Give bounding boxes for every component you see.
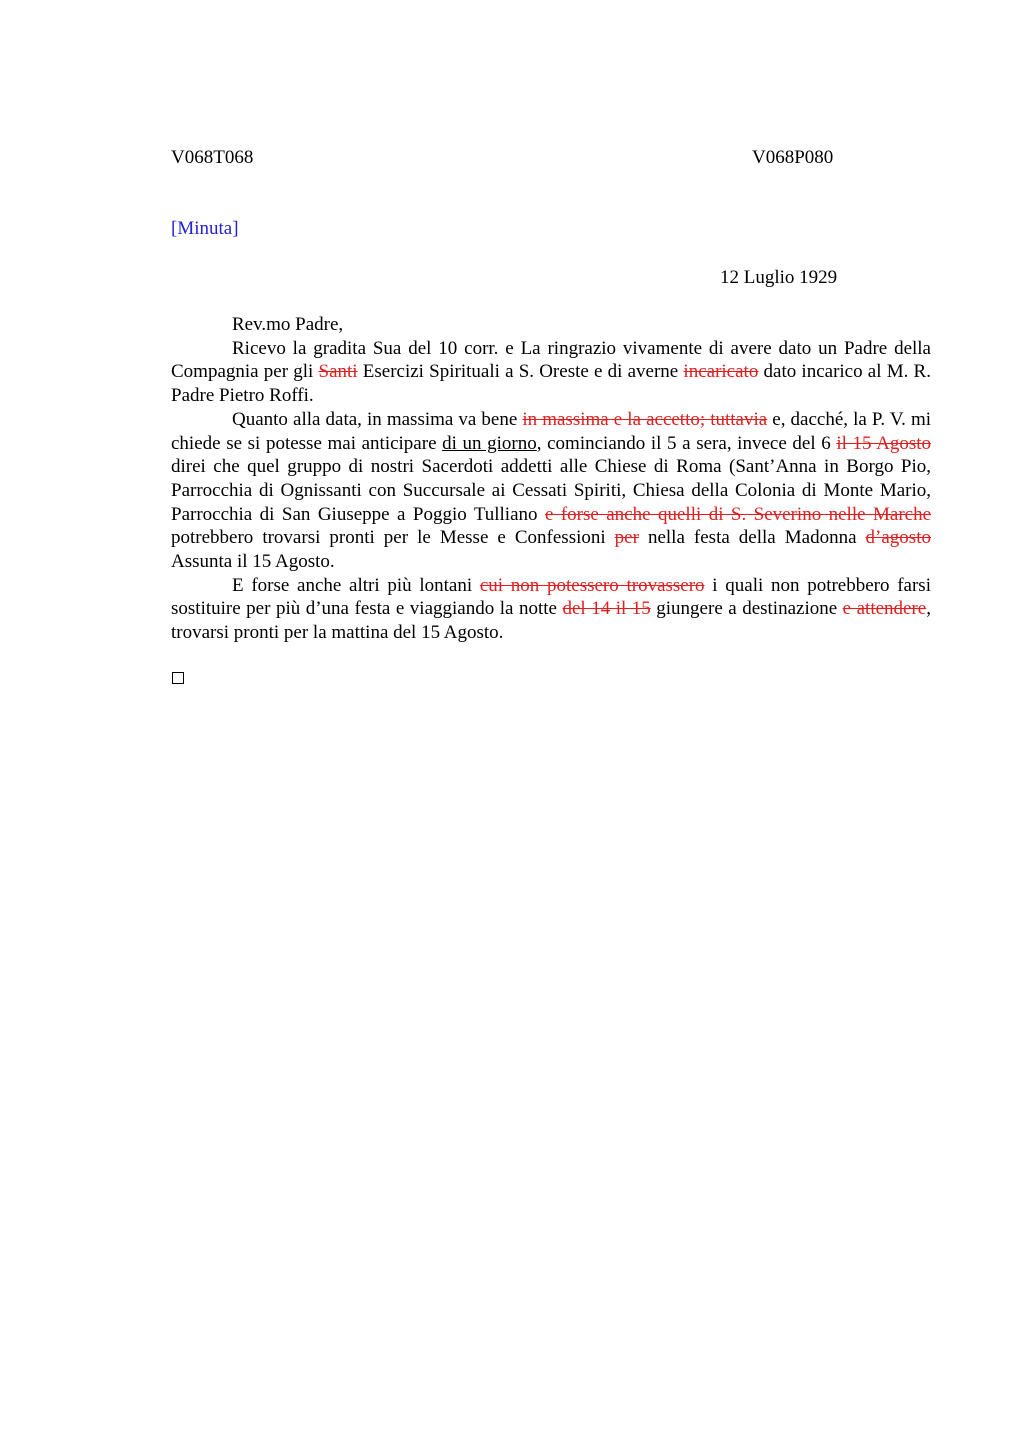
letter-body (171, 313, 931, 645)
text-run: , trovarsi pronti per la mattina del 15 Agosto. (171, 598, 931, 644)
checkbox-square-icon (172, 672, 184, 684)
text-run: direi che quel gruppo di nostri Sacerdoti addetti alle Chiese di Roma (Sant’Anna in Borgo Pio, Parrocchia di Ognissanti con Succursale ai Cessati Spiriti, Chiesa della Colonia di Monte Mario, Parrocchia di San Giuseppe a Poggio Tulliano (171, 456, 931, 525)
text-run: giungere a destinazione (650, 598, 843, 620)
text-run: Assunta il 15 Agosto. (171, 551, 335, 573)
deleted-text: il 15 Agosto (836, 432, 931, 454)
deleted-text: e forse anche quelli di S. Severino nelle Marche (544, 503, 932, 525)
text-run: e, dacché, la P. V. mi chiede se si potesse mai anticipare (171, 408, 932, 454)
text-run: potrebbero trovarsi pronti per le Messe e Confessioni (171, 527, 615, 549)
paragraph-2 (171, 408, 931, 574)
text-run: Esercizi Spirituali a S. Oreste e di averne (357, 361, 684, 383)
text-run: dato incarico al M. R. Padre Pietro Roffi. (171, 361, 931, 407)
deleted-text: Santi (318, 361, 358, 383)
text-run: Quanto alla data, in massima va bene (232, 408, 523, 430)
salutation: Rev.mo Padre, (232, 314, 344, 335)
paragraph-1 (171, 337, 931, 408)
deleted-text: per (614, 527, 639, 549)
deleted-text: del 14 il 15 (562, 598, 651, 620)
text-run: nella festa della Madonna (638, 527, 866, 549)
letter-date: 12 Luglio 1929 (720, 267, 838, 288)
archive-code-right: V068P080 (752, 147, 834, 168)
underlined-text: di un giorno (442, 432, 537, 454)
deleted-text: d’agosto (865, 527, 931, 549)
deleted-text: in massima e la accetto; tuttavia (522, 408, 768, 430)
deleted-text: incaricato (683, 361, 759, 383)
minuta-label: [Minuta] (171, 218, 239, 239)
archive-code-left: V068T068 (171, 147, 254, 168)
deleted-text: cui non potessero trovassero (479, 574, 705, 596)
text-run: Ricevo la gradita Sua del 10 corr. e La ringrazio vivamente di avere dato un Padre della Compagnia per gli (171, 337, 931, 383)
text-run: , cominciando il 5 a sera, invece del 6 (536, 432, 837, 454)
paragraph-3 (171, 574, 931, 645)
deleted-text: e attendere (842, 598, 927, 620)
text-run: E forse anche altri più lontani (232, 574, 480, 596)
text-run: i quali non potrebbero farsi sostituire per più d’una festa e viaggiando la notte (171, 574, 931, 620)
